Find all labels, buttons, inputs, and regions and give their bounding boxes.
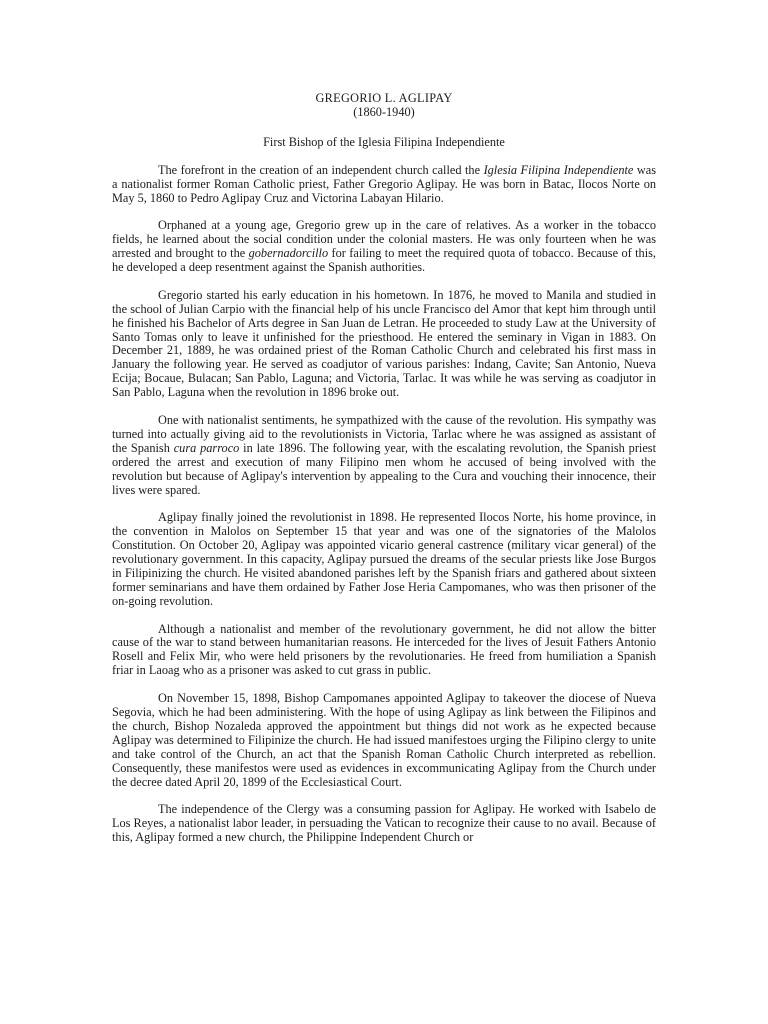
document-page: [112, 92, 656, 845]
document-years: (1860-1940): [353, 104, 415, 119]
paragraph-text: Aglipay finally joined the revolutionist in 1898. He represented Ilocos Norte, his home province, in the convention in Malolos on September 15 that year and was one of the signatories of the Malolos Constitution. On October 20, Aglipay was appointed vicario general castrence (military vicar general) of the revolutionary government. In this capacity, Aglipay pursued the dreams of the secular priests like Jose Burgos in Filipinizing the church. He visited abandoned parishes left by the Spanish friars and gathered about sixteen former seminarians and have them ordained by Father Jose Heria Campomanes, who was then prisoner of the on-going revolution.: [112, 510, 656, 608]
italic-term: gobernadorcillo: [248, 246, 329, 261]
paragraph-text: One with nationalist sentiments, he sympathized with the cause of the revolution. His sympathy was turned into actually giving aid to the revolutionists in Victoria, Tarlac where he was assigned as assistant of the Spanish: [112, 412, 656, 455]
paragraph-text: Orphaned at a young age, Gregorio grew up in the care of relatives. As a worker in the tobacco fields, he learned about the social condition under the colonial masters. He was only fourteen when he was arrested and brought to the: [112, 218, 656, 261]
document-title: GREGORIO L. AGLIPAY: [315, 91, 453, 105]
body-paragraph: [112, 803, 656, 845]
paragraph-text: for failing to meet the required quota of tobacco. Because of this, he developed a deep resentment against the Spanish authorities.: [112, 246, 656, 275]
paragraph-text: in late 1896. The following year, with the escalating revolution, the Spanish priest ordered the arrest and execution of many Filipino men whom he accused of being involved with the revolution but because of Aglipay's intervention by appealing to the Cura and vouching their innocence, their lives were spared.: [112, 440, 656, 497]
body-paragraph: [112, 692, 656, 789]
paragraph-text: Although a nationalist and member of the revolutionary government, he did not allow the bitter cause of the war to stand between humanitarian reasons. He interceded for the lives of Jesuit Fathers Antonio Rosell and Felix Mir, who were held prisoners by the revolutionaries. He freed from humiliation a Spanish friar in Laoag who as a prisoner was asked to cut grass in public.: [112, 621, 656, 678]
document-subtitle: First Bishop of the Iglesia Filipina Independiente: [263, 134, 505, 149]
body-paragraph: [112, 414, 656, 497]
paragraph-text: The independence of the Clergy was a consuming passion for Aglipay. He worked with Isabelo de Los Reyes, a nationalist labor leader, in persuading the Vatican to recognize their cause to no avail. Because of this, Aglipay formed a new church, the Philippine Independent Church or: [112, 802, 656, 845]
paragraph-text: On November 15, 1898, Bishop Campomanes appointed Aglipay to takeover the diocese of Nueva Segovia, which he had been administering. With the hope of using Aglipay as link between the Filipinos and the church, Bishop Nozaleda approved the appointment but things did not work as he expected because Aglipay was determined to Filipinize the church. He had issued manifestoes urging the Filipino clergy to unite and take control of the Church, an act that the Spanish Roman Catholic Church interpreted as rebellion. Consequently, these manifestos were used as evidences in excommunicating Aglipay from the Church under the decree dated April 20, 1899 of the Ecclesiastical Court.: [112, 691, 656, 789]
body-paragraph: [112, 623, 656, 679]
body-paragraph: [112, 289, 656, 400]
paragraph-text: Gregorio started his early education in his hometown. In 1876, he moved to Manila and studied in the school of Julian Carpio with the financial help of his uncle Francisco del Amor that kept him through until he finished his Bachelor of Arts degree in San Juan de Letran. He proceeded to study Law at the University of Santo Tomas only to leave it unfinished for the priesthood. He entered the seminary in Vigan in 1883. On December 21, 1889, he was ordained priest of the Roman Catholic Church and celebrated his first mass in January the following year. He served as coadjutor of various parishes: Indang, Cavite; San Antonio, Nueva Ecija; Bocaue, Bulacan; San Pablo, Laguna; and Victoria, Tarlac. It was while he was serving as coadjutor in San Pablo, Laguna when the revolution in 1896 broke out.: [112, 287, 656, 400]
document-body: [112, 164, 656, 845]
paragraph-text: The forefront in the creation of an independent church called the: [158, 162, 484, 177]
body-paragraph: [112, 219, 656, 275]
paragraph-text: was a nationalist former Roman Catholic priest, Father Gregorio Aglipay. He was born in Batac, Ilocos Norte on May 5, 1860 to Pedro Aglipay Cruz and Victorina Labayan Hilario.: [112, 162, 657, 205]
body-paragraph: [112, 164, 656, 206]
italic-term: Iglesia Filipina Independiente: [483, 162, 634, 177]
body-paragraph: [112, 511, 656, 608]
italic-term: cura parroco: [173, 440, 240, 455]
